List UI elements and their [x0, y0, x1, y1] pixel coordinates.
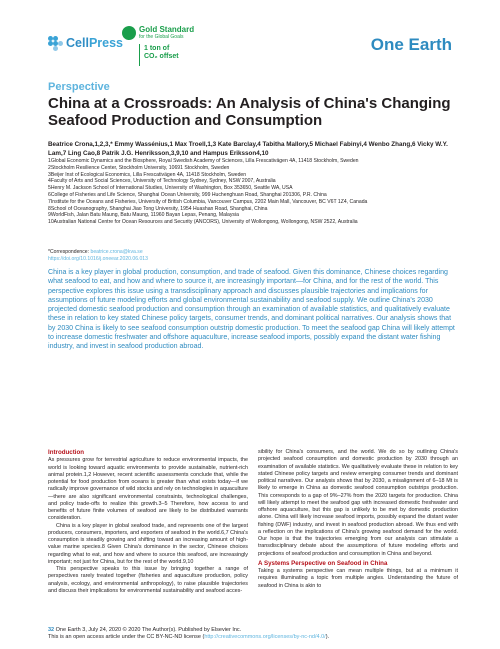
affiliation-item: 1Global Economic Dynamics and the Biosphere, Royal Swedish Academy of Sciences, Lilla Frescativägen 4A, 11418 Stockholm, Sweden — [48, 158, 359, 164]
citation-text: One Earth 3, July 24, 2020 © 2020 The Author(s). Published by Elsevier Inc. — [55, 627, 242, 633]
gold-standard-subtitle: for the Global Goals — [139, 34, 184, 40]
cell-press-wordmark: CellPress — [66, 36, 123, 50]
license-link[interactable]: http://creativecommons.org/licenses/by-nc-nd/4.0/ — [204, 634, 326, 640]
body-paragraph: Taking a systems perspective can mean multiple things, but at a minimum it requires illuminating a topic from multiple angles. Understanding the future of seafood in China is akin to — [258, 568, 458, 589]
page-header — [0, 0, 500, 70]
correspondence-label: *Correspondence: — [48, 249, 90, 255]
gold-standard-divider — [139, 44, 140, 66]
affiliation-list — [48, 158, 458, 226]
carbon-offset-label: 1 ton of CO₂ offset — [144, 45, 179, 60]
affiliation-item: 2Stockholm Resilience Center, Stockholm University, 10691 Stockholm, Sweden — [48, 164, 230, 171]
body-paragraph: China is a key player in global seafood trade, and represents one of the largest producers, consumers, importers, and exporters of seafood in the world.6,7 China's consumption is steadily growing and shifting toward an increasing amount of high-value marine species.8 Given China's dominance in the sector, Chinese choices regarding what to eat, and how and where to source this seafood, are increasingly important; not just for China, but for the rest of the world.9,10 — [48, 522, 248, 565]
affiliation-item: 8School of Oceanography, Shanghai Jiao Tong University, 1954 Huashan Road, Shanghai, China — [48, 205, 268, 212]
gold-standard-badge[interactable] — [122, 26, 194, 40]
license-line: This is an open access article under the CC BY-NC-ND license (http://creativecommons.org/licenses/by-nc-nd/4.0/). — [48, 634, 330, 640]
affiliation-item: 10Australian National Centre for Ocean Resources and Security (ANCORS), University of Wollongong, Wollongong, NSW 2522, Australia — [48, 219, 358, 226]
body-paragraph: sibility for China's consumers, and the world. We do so by outlining China's projected seafood consumption and domestic production by 2030 through an examination of available statistics. We qualitatively evaluate these in relation to key stated Chinese policy targets and review emerging consumer trends and dominant political narratives. Our analysis shows that by 2030, a misalignment of 6–18 Mt is likely to emerge in China as domestic seafood consumption outstrips production. This corresponds to a gap of 9%–27% from the 2020 targets for production. China will likely attempt to meet the seafood gap with increased domestic freshwater and offshore aquaculture, but this gap is unlikely to be met by domestic production alone. China will likely increase seafood imports, possibly expand the distant water fishing (DWF) industry, and invest in seafood production abroad. We thus end with a reflection on the implications of China's growing seafood demand for the world. Our hope is that the trajectories emerging from our analysis can stimulate a transdisciplinary debate about the assumptions of future modeling efforts and projections of seafood production and consumption in China and beyond. — [258, 449, 458, 557]
gold-standard-title: Gold Standard — [139, 25, 195, 34]
doi-link[interactable]: https://doi.org/10.1016/j.oneear.2020.06.013 — [48, 255, 148, 262]
affiliation-item: 3Beijer Inst of Ecological Economics, Lilla Frescativägen 4A, 11418 Stockholm, Sweden — [48, 171, 247, 178]
body-paragraph: As pressures grow for terrestrial agriculture to reduce environmental impacts, the world is looking toward aquatic environments to provide sustainable, nutrient-rich animal protein.1,2 However, recent scientific assessments conclude that, while the potential for food production from oceans is greater than what exists today—if we radically improve governance of wild stocks and rely on technologies in aquaculture—there are also significant environmental constraints, technological challenges, and policy trade-offs to realize this growth.3–5 Therefore, how access to and benefits of future finite volumes of seafood are likely to be distributed warrants consideration. — [48, 457, 248, 522]
affiliation-item: 6College of Fisheries and Life Science, Shanghai Ocean University, 999 Huchenghuan Road, Shanghai 201306, P.R. China — [48, 191, 327, 198]
affiliation-item: 4Faculty of Arts and Social Sciences, University of Technology Sydney, Sydney, NSW 2007, Australia — [48, 178, 276, 185]
affiliation-item: 9WorldFish, Jalan Batu Maung, Batu Maung, 11960 Bayan Lepas, Penang, Malaysia — [48, 212, 239, 219]
body-column-right — [258, 449, 458, 590]
cell-press-dots-icon — [48, 36, 62, 50]
correspondence-email-link[interactable]: beatrice.crona@kva.se — [90, 249, 143, 255]
affiliation-item: 7Institute for the Oceans and Fisheries, University of British Columbia, Vancouver Campus, 2202 Main Mall, Vancouver, BC V6T 1Z4, Canada — [48, 198, 368, 205]
summary-abstract: China is a key player in global production, consumption, and trade of seafood. Given this dominance, Chinese choices regarding what seafood to eat, and how and where to source it, are increasingly important—for China, and for the rest of the world. This perspective explores this issue using a transdisciplinary approach and discusses plausible trajectories and implications for assumptions of future modeling efforts and global environmental sustainability and seafood supply. We outline China's 2030 projected domestic seafood production and consumption through an examination of available statistics, and qualitatively evaluate these in relation to key stated Chinese policy targets, consumer trends, and dominant political narratives. Our analysis shows that by 2030 China is likely to see seafood consumption outstrip domestic production. To meet the seafood gap China will likely attempt to increase domestic freshwater and offshore aquaculture, increase seafood imports, possibly expand the distant water fishing industry, and invest in seafood production abroad. — [48, 269, 455, 351]
correspondence-block — [48, 249, 148, 263]
body-paragraph: This perspective speaks to this issue by bringing together a range of perspectives rarely treated together (fisheries and aquaculture production, policy analysis, ecology, and environmental anthropology), to raise plausible trajectories and discuss their implications for environmental sustainability and seafood acces- — [48, 566, 248, 594]
article-type: Perspective — [48, 81, 110, 93]
gold-standard-icon — [122, 26, 136, 40]
body-column-left — [48, 449, 248, 595]
author-list: Beatrice Crona,1,2,3,* Emmy Wassénius,1 Max Troell,1,3 Kate Barclay,4 Tabitha Mallory,5 Michael Fabinyi,4 Wenbo Zhang,6 Vicky W.Y. Lam,7 Ling Cao,8 Patrik J.G. Henriksson,3,9,10 and Hampus Eriksson4,10 — [48, 141, 448, 157]
citation-line — [48, 627, 329, 634]
journal-name[interactable]: One Earth — [370, 35, 452, 54]
section-heading-introduction: Introduction — [48, 449, 85, 456]
article-title: China at a Crossroads: An Analysis of China's Changing Seafood Production and Consumption — [48, 95, 451, 129]
affiliation-item: 5Henry M. Jackson School of International Studies, University of Washington, Box 353650, Seattle WA, USA — [48, 185, 293, 192]
section-heading-systems-perspective: A Systems Perspective on Seafood in China — [258, 559, 388, 567]
page-footer — [48, 627, 329, 641]
cell-press-logo[interactable] — [48, 36, 123, 50]
page-number: 32 — [48, 627, 55, 633]
